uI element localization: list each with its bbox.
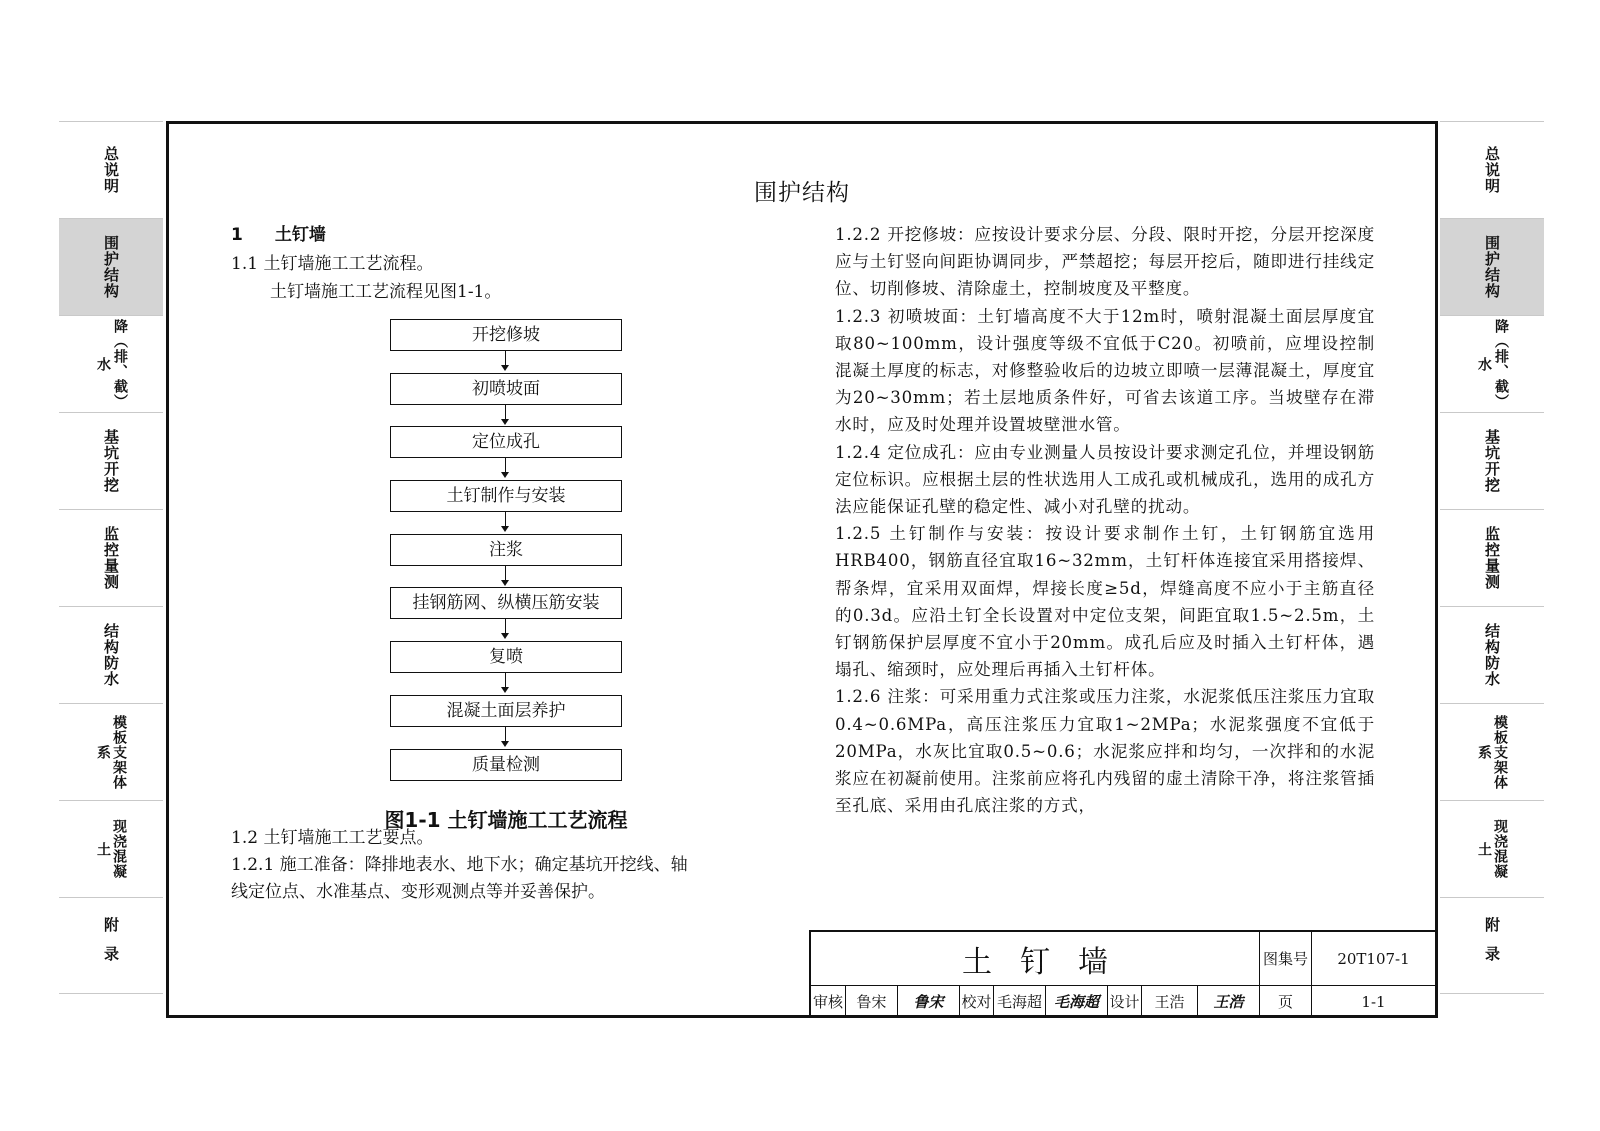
right-nav — [1440, 121, 1544, 994]
figure-caption: 图1-1 土钉墙施工工艺流程 — [384, 808, 628, 832]
flow-connector — [505, 727, 506, 741]
reviewer-signature: 鲁宋 — [897, 985, 959, 1017]
nav-tab-dewatering[interactable] — [1440, 315, 1544, 412]
nav-tab-concrete[interactable] — [59, 800, 163, 897]
checker-signature: 毛海超 — [1045, 985, 1107, 1017]
drawing-name: 土钉墙 — [962, 944, 1136, 980]
nav-tab-formwork[interactable] — [1440, 703, 1544, 800]
atlas-number: 20T107-1 — [1311, 932, 1435, 985]
flow-step: 质量检测 — [390, 749, 622, 781]
left-nav — [59, 121, 163, 994]
paragraph-1-2-6: 1.2.6 注浆：可采用重力式注浆或压力注浆，水泥浆低压注浆压力宜取0.4~0.6MPa，高压注浆压力宜取1~2MPa；水泥浆强度不宜低于20MPa，水灰比宜取0.5~0.6；水泥浆应拌和均匀，一次拌和的水泥浆应在初凝前使用。注浆前应将孔内残留的虚土清除干净，将注浆管插至孔底、采用由孔底注浆的方式， — [835, 687, 1375, 816]
nav-label: 附录 — [102, 916, 120, 975]
nav-label: 降（排、截）水 — [95, 319, 128, 409]
nav-tab-dewatering[interactable] — [59, 315, 163, 412]
flow-step: 定位成孔 — [390, 426, 622, 458]
nav-label: 总说明 — [102, 146, 120, 194]
flow-arrow — [501, 741, 509, 747]
nav-tab-retaining[interactable] — [59, 218, 163, 315]
subsection-1-1-heading: 1.1 土钉墙施工工艺流程。 — [231, 254, 434, 274]
checker-name: 毛海超 — [993, 985, 1045, 1017]
nav-tab-waterproof[interactable] — [1440, 606, 1544, 703]
flow-arrow — [501, 472, 509, 478]
check-label: 校对 — [959, 985, 993, 1017]
flow-arrow — [501, 365, 509, 371]
flow-step: 复喷 — [390, 641, 622, 673]
nav-label: 监控量测 — [1483, 526, 1501, 590]
nav-label: 基坑开挖 — [102, 429, 120, 493]
nav-tab-waterproof[interactable] — [59, 606, 163, 703]
paragraph-1-2-4: 1.2.4 定位成孔：应由专业测量人员按设计要求测定孔位，并埋设钢筋定位标识。应根据土层的性状选用人工成孔或机械成孔，选用的成孔方法应能保证孔壁的稳定性、减小对孔壁的扰动。 — [835, 442, 1375, 517]
nav-label: 现浇混凝土 — [1476, 819, 1508, 879]
nav-label: 围护结构 — [102, 235, 120, 299]
nav-tab-appendix[interactable] — [59, 897, 163, 994]
nav-tab-retaining[interactable] — [1440, 218, 1544, 315]
nav-tab-general[interactable] — [59, 121, 163, 218]
nav-label: 模板支架体系 — [95, 714, 127, 790]
nav-label: 附录 — [1483, 916, 1501, 975]
flow-step: 初喷坡面 — [390, 373, 622, 405]
nav-label: 现浇混凝土 — [95, 819, 127, 879]
design-label: 设计 — [1107, 985, 1141, 1017]
nav-tab-formwork[interactable] — [59, 703, 163, 800]
section-title: 土钉墙 — [274, 225, 326, 245]
review-label: 审核 — [811, 985, 845, 1017]
nav-label: 监控量测 — [102, 526, 120, 590]
flow-arrow — [501, 526, 509, 532]
nav-tab-appendix[interactable] — [1440, 897, 1544, 994]
nav-tab-monitoring[interactable] — [1440, 509, 1544, 606]
flow-arrow — [501, 419, 509, 425]
flow-connector — [505, 673, 506, 687]
flow-connector — [505, 458, 506, 472]
subsection-1-1-text: 土钉墙施工工艺流程见图1-1。 — [270, 282, 502, 302]
nav-label: 基坑开挖 — [1483, 429, 1501, 493]
nav-label: 结构防水 — [102, 623, 120, 687]
flow-connector — [505, 351, 506, 365]
flow-connector — [505, 405, 506, 419]
right-column — [835, 221, 1375, 819]
flow-step: 混凝土面层养护 — [390, 695, 622, 727]
reviewer-name: 鲁宋 — [845, 985, 897, 1017]
paragraph-1-2-1-line: 1.2.1 施工准备：降排地表水、地下水；确定基坑开挖线、轴 — [231, 855, 688, 875]
section-number: 1 — [231, 225, 243, 245]
nav-label: 降（排、截）水 — [1476, 319, 1509, 409]
nav-tab-monitoring[interactable] — [59, 509, 163, 606]
nav-tab-concrete[interactable] — [1440, 800, 1544, 897]
flow-connector — [505, 512, 506, 526]
flow-arrow — [501, 580, 509, 586]
flow-connector — [505, 566, 506, 580]
page-number: 1-1 — [1311, 985, 1435, 1017]
flow-step: 注浆 — [390, 534, 622, 566]
nav-label: 围护结构 — [1483, 235, 1501, 299]
drawing-frame — [166, 121, 1438, 1018]
title-block — [809, 930, 1435, 1015]
atlas-label: 图集号 — [1259, 932, 1311, 985]
page-label: 页 — [1259, 985, 1311, 1017]
flow-arrow — [501, 687, 509, 693]
nav-label: 模板支架体系 — [1476, 714, 1508, 790]
subsection-1-2-heading: 1.2 土钉墙施工工艺要点。 — [231, 828, 434, 848]
flow-step: 土钉制作与安装 — [390, 480, 622, 512]
designer-name: 王浩 — [1141, 985, 1197, 1017]
nav-label: 结构防水 — [1483, 623, 1501, 687]
flow-step: 挂钢筋网、纵横压筋安装 — [390, 587, 622, 619]
paragraph-1-2-2: 1.2.2 开挖修坡：应按设计要求分层、分段、限时开挖，分层开挖深度应与土钉竖向间距协调同步，严禁超挖；每层开挖后，随即进行挂线定位、切削修坡、清除虚土，控制坡度及平整度。 — [835, 225, 1375, 299]
nav-tab-excavation[interactable] — [59, 412, 163, 509]
page-title: 围护结构 — [754, 180, 850, 206]
paragraph-1-2-3: 1.2.3 初喷坡面：土钉墙高度不大于12m时，喷射混凝土面层厚度宜取80~100mm，设计强度等级不宜低于C20。初喷前，应埋设控制混凝土厚度的标志，对修整验收后的边坡立即喷一层薄混凝土，厚度宜为20~30mm；若土层地质条件好，可省去该道工序。当坡壁存在滞水时，应及时处理并设置坡壁泄水管。 — [835, 306, 1375, 435]
section-heading — [231, 222, 326, 249]
nav-label: 总说明 — [1483, 146, 1501, 194]
nav-tab-general[interactable] — [1440, 121, 1544, 218]
flow-connector — [505, 619, 506, 633]
paragraph-1-2-1-line: 线定位点、水准基点、变形观测点等并妥善保护。 — [231, 882, 605, 902]
paragraph-1-2-5: 1.2.5 土钉制作与安装：按设计要求制作土钉，土钉钢筋宜选用HRB400，钢筋直径宜取16~32mm，土钉杆体连接宜采用搭接焊、帮条焊，宜采用双面焊，焊接长度≥5d，焊缝高度不应小于主筋直径的0.3d。应沿土钉全长设置对中定位支架，间距宜取1.5~2.5m，土钉钢筋保护层厚度不宜小于20mm。成孔后应及时插入土钉杆体，遇塌孔、缩颈时，应处理后再插入土钉杆体。 — [835, 524, 1375, 680]
nav-tab-excavation[interactable] — [1440, 412, 1544, 509]
flow-arrow — [501, 633, 509, 639]
designer-signature: 王浩 — [1197, 985, 1259, 1017]
flow-step: 开挖修坡 — [390, 319, 622, 351]
